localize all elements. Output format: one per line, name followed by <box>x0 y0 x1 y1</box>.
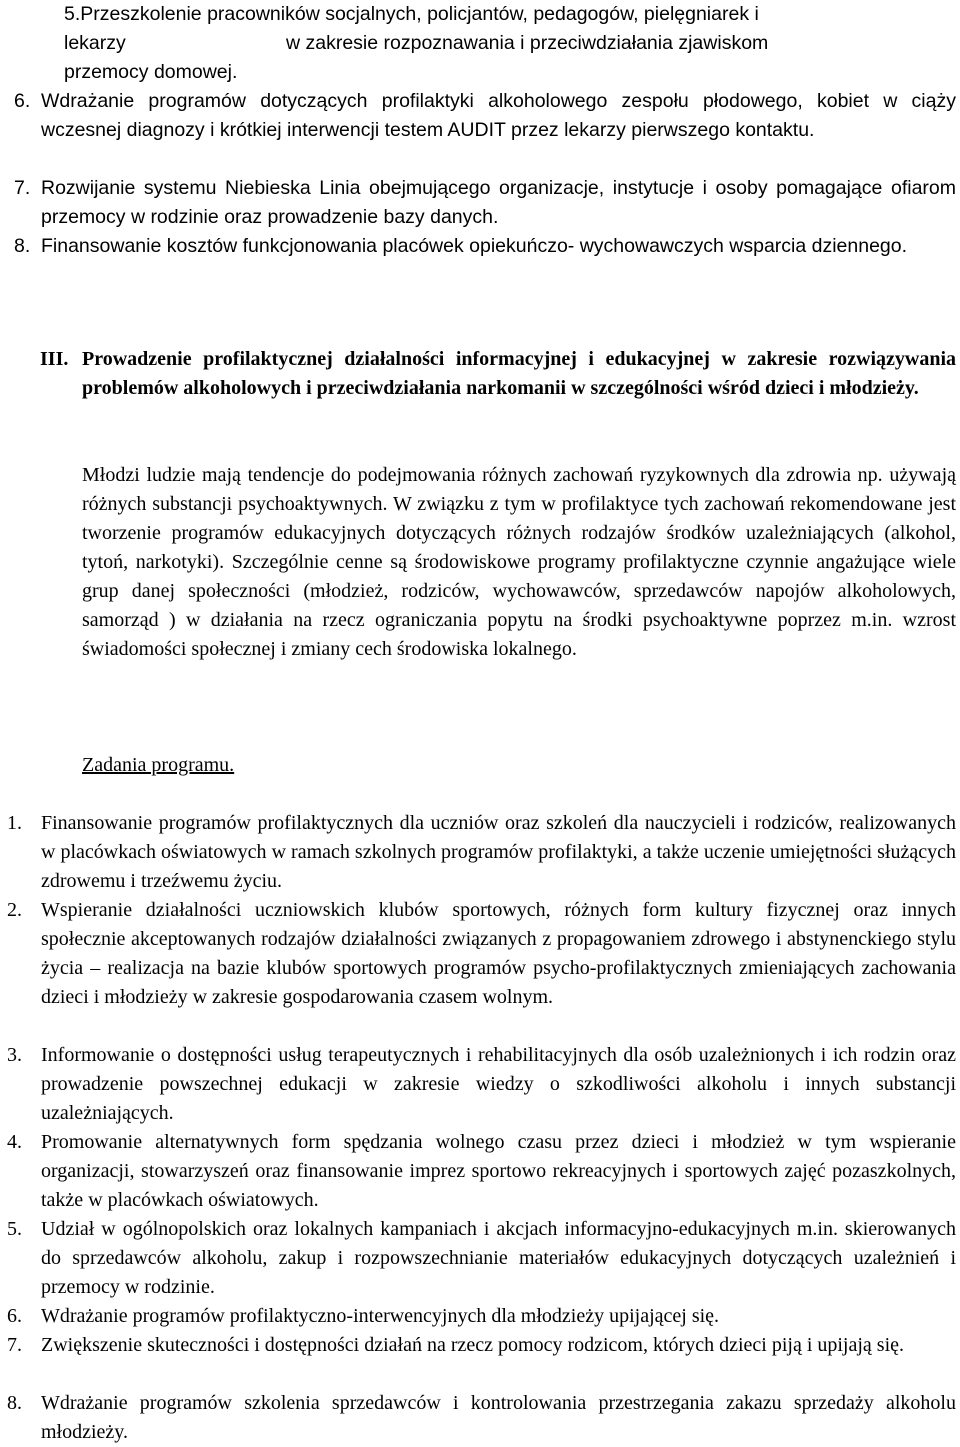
task-number: 6. <box>7 1305 22 1327</box>
item-number: 6. <box>14 90 31 112</box>
tasks-heading: Zadania programu. <box>82 754 235 776</box>
task-text: Wdrażanie programów szkolenia sprzedawców i kontrolowania przestrzegania zakazu sprzedaży alkoholu młodzieży. <box>41 1392 956 1443</box>
section-title: Prowadzenie profilaktycznej działalności informacyjnej i edukacyjnej w zakresie rozwiązywania problemów alkoholowych i przeciwdziałania narkomanii w szczególności wśród dzieci i młodzieży. <box>82 348 956 399</box>
item-text: Finansowanie kosztów funkcjonowania placówek opiekuńczo- wychowawczych wsparcia dziennego. <box>41 235 908 257</box>
task-text: Zwiększenie skuteczności i dostępności działań na rzecz pomocy rodzicom, których dzieci piją i upijają się. <box>41 1334 905 1356</box>
task-text: Wdrażanie programów profilaktyczno-interwencyjnych dla młodzieży upijającej się. <box>41 1305 720 1327</box>
task-number: 8. <box>7 1392 22 1414</box>
item-5-line-2b: w zakresie rozpoznawania i przeciwdziałania zjawiskom <box>286 32 769 54</box>
task-text: Wspieranie działalności uczniowskich klubów sportowych, różnych form kultury fizycznej oraz innych społecznie akceptowanych rodzajów działalności związanych z propagowaniem zdrowego i abstynenckiego stylu życia – realizacja na bazie klubów sportowych programów psycho-profilaktycznych zmieniających zachowania dzieci i młodzieży w zakresie gospodarowania czasem wolnym. <box>41 899 956 1008</box>
item-text: Wdrażanie programów dotyczących profilaktyki alkoholowego zespołu płodowego, kobiet w ciąży wczesnej diagnozy i krótkiej interwencji testem AUDIT przez lekarzy pierwszego kontaktu. <box>41 90 956 141</box>
item-number: 8. <box>14 235 31 257</box>
task-number: 2. <box>7 899 22 921</box>
item-5-line-3: przemocy domowej. <box>64 61 238 83</box>
task-number: 7. <box>7 1334 22 1356</box>
item-5-line-2a: lekarzy <box>64 32 126 54</box>
task-number: 1. <box>7 812 22 834</box>
task-text: Informowanie o dostępności usług terapeutycznych i rehabilitacyjnych dla osób uzależnionych i ich rodzin oraz prowadzenie powszechnej edukacji w zakresie wiedzy o szkodliwości alkoholu i innych substancji uzależniających. <box>41 1044 956 1124</box>
section-intro-paragraph: Młodzi ludzie mają tendencje do podejmowania różnych zachowań ryzykownych dla zdrowia np. używają różnych substancji psychoaktywnych. W związku z tym w profilaktyce tych zachowań rekomendowane jest tworzenie programów edukacyjnych dotyczących różnych rodzajów środków uzależniających (alkohol, tytoń, narkotyki). Szczególnie cenne są środowiskowe programy profilaktyczne czynnie angażujące wiele grup danej społeczności (młodzież, rodziców, wychowawców, sprzedawców napojów alkoholowych, samorząd ) w działania na rzecz ograniczania popytu na środki psychoaktywne poprzez m.in. wzrost świadomości społecznej i zmiany cech środowiska lokalnego. <box>82 464 956 660</box>
task-text: Promowanie alternatywnych form spędzania wolnego czasu przez dzieci i młodzież w tym wspieranie organizacji, stowarzyszeń oraz finansowanie imprez sportowo rekreacyjnych i sportowych zajęć pozaszkolnych, także w placówkach oświatowych. <box>41 1131 956 1211</box>
task-text: Udział w ogólnopolskich oraz lokalnych kampaniach i akcjach informacyjno-edukacyjnych m.in. skierowanych do sprzedawców alkoholu, zakup i rozpowszechnianie materiałów edukacyjnych dotyczących uzależnień i przemocy w rodzinie. <box>41 1218 956 1298</box>
task-text: Finansowanie programów profilaktycznych dla uczniów oraz szkoleń dla nauczycieli i rodziców, realizowanych w placówkach oświatowych w ramach szkolnych programów profilaktyki, a także uczenie umiejętności służących zdrowemu i trzeźwemu życiu. <box>41 812 956 892</box>
item-text: Rozwijanie systemu Niebieska Linia obejmującego organizacje, instytucje i osoby pomagające ofiarom przemocy w rodzinie oraz prowadzenie bazy danych. <box>41 177 956 228</box>
item-5-line-1: 5.Przeszkolenie pracowników socjalnych, policjantów, pedagogów, pielęgniarek i <box>64 3 759 25</box>
task-number: 4. <box>7 1131 22 1153</box>
section-number: III. <box>40 348 69 370</box>
task-number: 3. <box>7 1044 22 1066</box>
item-number: 7. <box>14 177 31 199</box>
task-number: 5. <box>7 1218 22 1240</box>
